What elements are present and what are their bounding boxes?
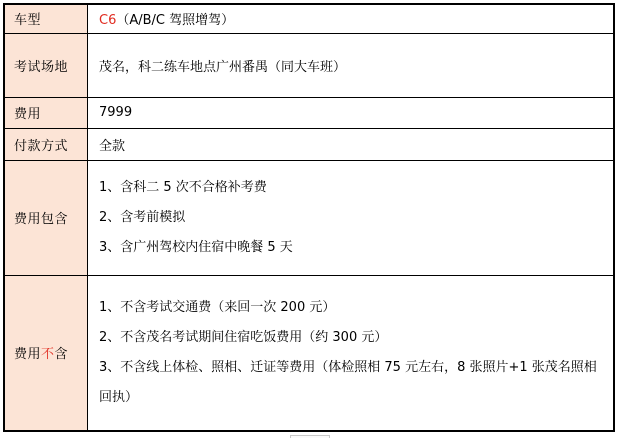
pricing-table	[3, 3, 615, 432]
payment-method-text: 全款	[99, 138, 126, 154]
row-label-fee[interactable]	[4, 97, 88, 128]
row-label-payment-method[interactable]	[4, 128, 88, 160]
row-value-vehicle-type[interactable]	[88, 4, 615, 33]
row-label-vehicle-type[interactable]	[4, 4, 88, 33]
table-row-fee-includes	[4, 160, 614, 275]
row-label-exam-location[interactable]	[4, 33, 88, 97]
row-label-fee-excludes[interactable]	[4, 275, 88, 431]
label-text: 含	[54, 347, 69, 363]
row-value-fee-includes[interactable]	[88, 160, 615, 275]
label-text: 车型	[14, 13, 42, 29]
row-value-fee[interactable]	[88, 97, 615, 128]
label-text: 费用	[14, 347, 42, 363]
fee-includes-item: 1、含科二 5 次不合格补考费	[99, 179, 267, 195]
label-text: 费用包含	[14, 212, 69, 227]
table-row-payment-method	[4, 128, 614, 160]
label-text: 考试场地	[14, 59, 69, 75]
fee-includes-item: 2、含考前模拟	[99, 209, 186, 225]
table-row-vehicle-type	[4, 4, 614, 33]
row-value-fee-excludes[interactable]	[88, 275, 615, 431]
label-text: 费用	[14, 107, 42, 122]
fee-excludes-item: 2、不含茂名考试期间住宿吃饭费用（约 300 元）	[99, 329, 388, 345]
row-label-fee-includes[interactable]	[4, 160, 88, 275]
table-row-fee-excludes	[4, 275, 614, 431]
license-type-highlight: C6	[99, 13, 117, 29]
table-row-exam-location	[4, 33, 614, 97]
license-type-detail: （A/B/C 驾照增驾）	[116, 13, 235, 29]
row-value-payment-method[interactable]	[88, 128, 615, 160]
fee-excludes-item: 1、不含考试交通费（来回一次 200 元）	[99, 299, 336, 315]
row-value-exam-location[interactable]	[88, 33, 615, 97]
label-text: 付款方式	[14, 138, 69, 154]
fee-excludes-item: 3、不含线上体检、照相、迁证等费用（体检照相 75 元左右，8 张照片+1 张茂名照相回执）	[99, 359, 597, 405]
fee-includes-item: 3、含广州驾校内住宿中晚餐 5 天	[99, 239, 293, 255]
label-highlight: 不	[41, 347, 55, 363]
exam-location-text: 茂名，科二练车地点广州番禺（同大车班）	[99, 59, 347, 75]
fee-amount: 7999	[99, 105, 133, 120]
table-row-fee	[4, 97, 614, 128]
